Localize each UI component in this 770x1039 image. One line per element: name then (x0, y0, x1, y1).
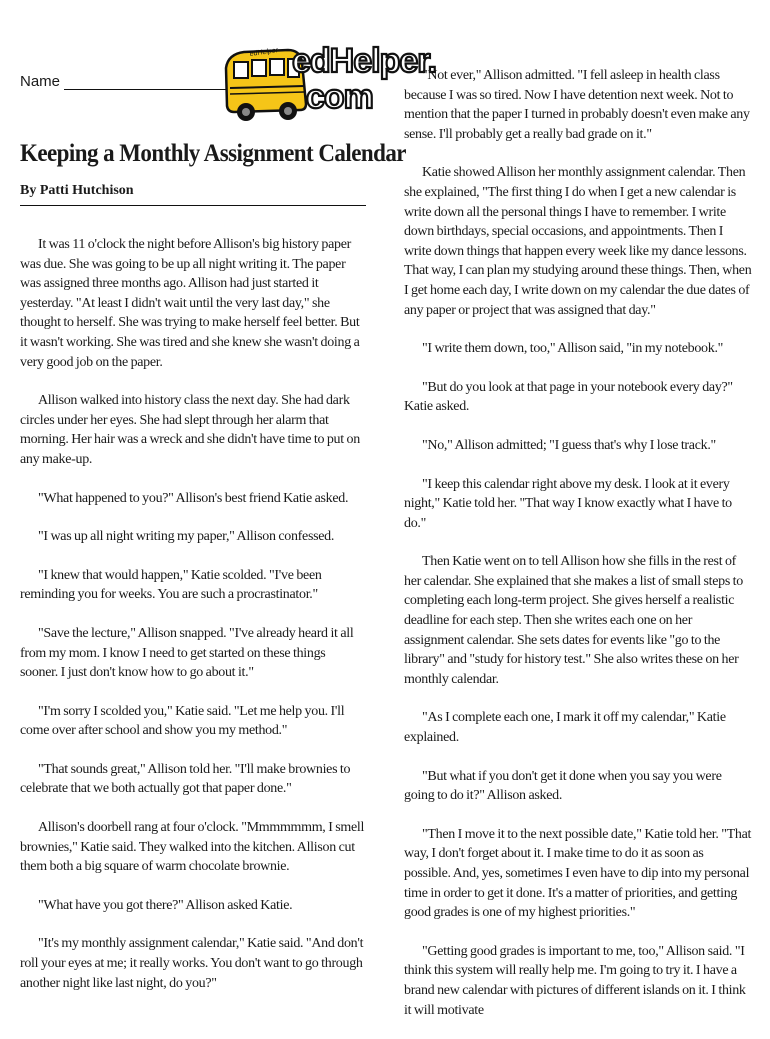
story-paragraph: "I was up all night writing my paper," Allison confessed. (38, 529, 335, 545)
story-paragraph: "It's my monthly assignment calendar," Katie said. "And don't roll your eyes at me; it really works. You don't want to go through another night like last night, do you?" (20, 936, 364, 991)
story-paragraph: "But what if you don't get it done when you say you were going to do it?" Allison asked. (404, 768, 722, 804)
bus-label: edHelper (249, 47, 279, 58)
name-label: Name (20, 73, 61, 90)
story-paragraph: "What happened to you?" Allison's best friend Katie asked. (38, 490, 349, 506)
story-paragraph: "Getting good grades is important to me, too," Allison said. "I think this system will really help me. I'm going to try it. I have a brand new calendar with pictures of different islands on it. I think it will motivate (404, 943, 746, 1018)
story-paragraph: Allison's doorbell rang at four o'clock. "Mmmmmmm, I smell brownies," Katie said. They walked into the kitchen. Allison cut them both a big square of warm chocolate brownie. (20, 820, 365, 875)
story-paragraph: "I knew that would happen," Katie scolded. "I've been reminding you for weeks. You are such a procrastinator." (20, 567, 322, 603)
story-paragraph: "I write them down, too," Allison said, "in my notebook." (422, 341, 724, 357)
story-paragraph: It was 11 o'clock the night before Allison's big history paper was due. She was going to be up all night writing it. The paper was assigned three months ago. Allison had just started it yesterday. "At least I didn't wait until the very last day," she thought to herself. She was trying to make herself feel better. But it wasn't working. She was tired and she knew she wasn't doing a very good job on the paper. (20, 237, 360, 370)
story-column-right (404, 66, 752, 1039)
story-paragraph: "Save the lecture," Allison snapped. "I've already heard it all from my mom. I know I need to get started on these things sooner. I just don't know how to go about it." (20, 625, 354, 681)
logo-wordmark-top: edHelper. (292, 42, 437, 80)
story-paragraph: "Not ever," Allison admitted. "I fell asleep in health class because I was so tired. Now I have detention next week. Not to mention that the paper I turned in probably doesn't even make any sense. I'll probably get a really bad grade on it." (404, 68, 750, 142)
story-paragraph: "I keep this calendar right above my desk. I look at it every night," Katie told her. "That way I know exactly what I have to do." (404, 476, 732, 531)
edhelper-bus-logo (222, 28, 437, 132)
article-byline: By Patti Hutchison (20, 183, 366, 206)
name-field-row (20, 73, 228, 90)
story-column-left (20, 235, 366, 1012)
logo-wordmark-bottom: com (306, 78, 373, 116)
story-paragraph: "As I complete each one, I mark it off my calendar," Katie explained. (404, 710, 726, 746)
article-title: Keeping a Monthly Assignment Calendar (20, 140, 406, 167)
story-paragraph: Katie showed Allison her monthly assignment calendar. Then she explained, "The first thing I do when I get a new calendar is write down all the personal things I have to remember. I write down birthdays, special occasions, and appointments. Then I write down things that happen every week like my dance lessons. That way, I can plan my studying around these things. Then, when I get home each day, I write down on my calendar the due dates of any paper or project that was assigned that day." (404, 165, 752, 318)
story-paragraph: Then Katie went on to tell Allison how she fills in the rest of her calendar. She explained that she makes a list of small steps to completing each long-term project. She gives herself a realistic deadline for each step. Then she writes each one on her assignment calendar. She sets dates for events like "go to the library" and "study for history test." She also writes these on her monthly calendar. (404, 554, 743, 687)
name-blank-line[interactable] (64, 75, 228, 90)
story-paragraph: "That sounds great," Allison told her. "I'll make brownies to celebrate that we both actually got that paper done." (20, 761, 351, 797)
story-paragraph: "I'm sorry I scolded you," Katie said. "Let me help you. I'll come over after school and show you my method." (20, 703, 345, 739)
story-paragraph: "What have you got there?" Allison asked Katie. (38, 897, 293, 913)
story-paragraph: Allison walked into history class the next day. She had dark circles under her eyes. She had slept through her alarm that morning. Her hair was a wreck and she didn't have time to put on any make-up. (20, 393, 360, 467)
story-paragraph: "But do you look at that page in your notebook every day?" Katie asked. (404, 379, 733, 415)
story-paragraph: "Then I move it to the next possible date," Katie told her. "That way, I don't forget about it. I make time to do it as soon as possible. And, yes, sometimes I even have to dip into my personal time in order to get it done. It's a matter of priorities, and getting good grades is one of my highest priorities." (404, 826, 752, 921)
story-paragraph: "No," Allison admitted; "I guess that's why I lose track." (422, 437, 716, 453)
